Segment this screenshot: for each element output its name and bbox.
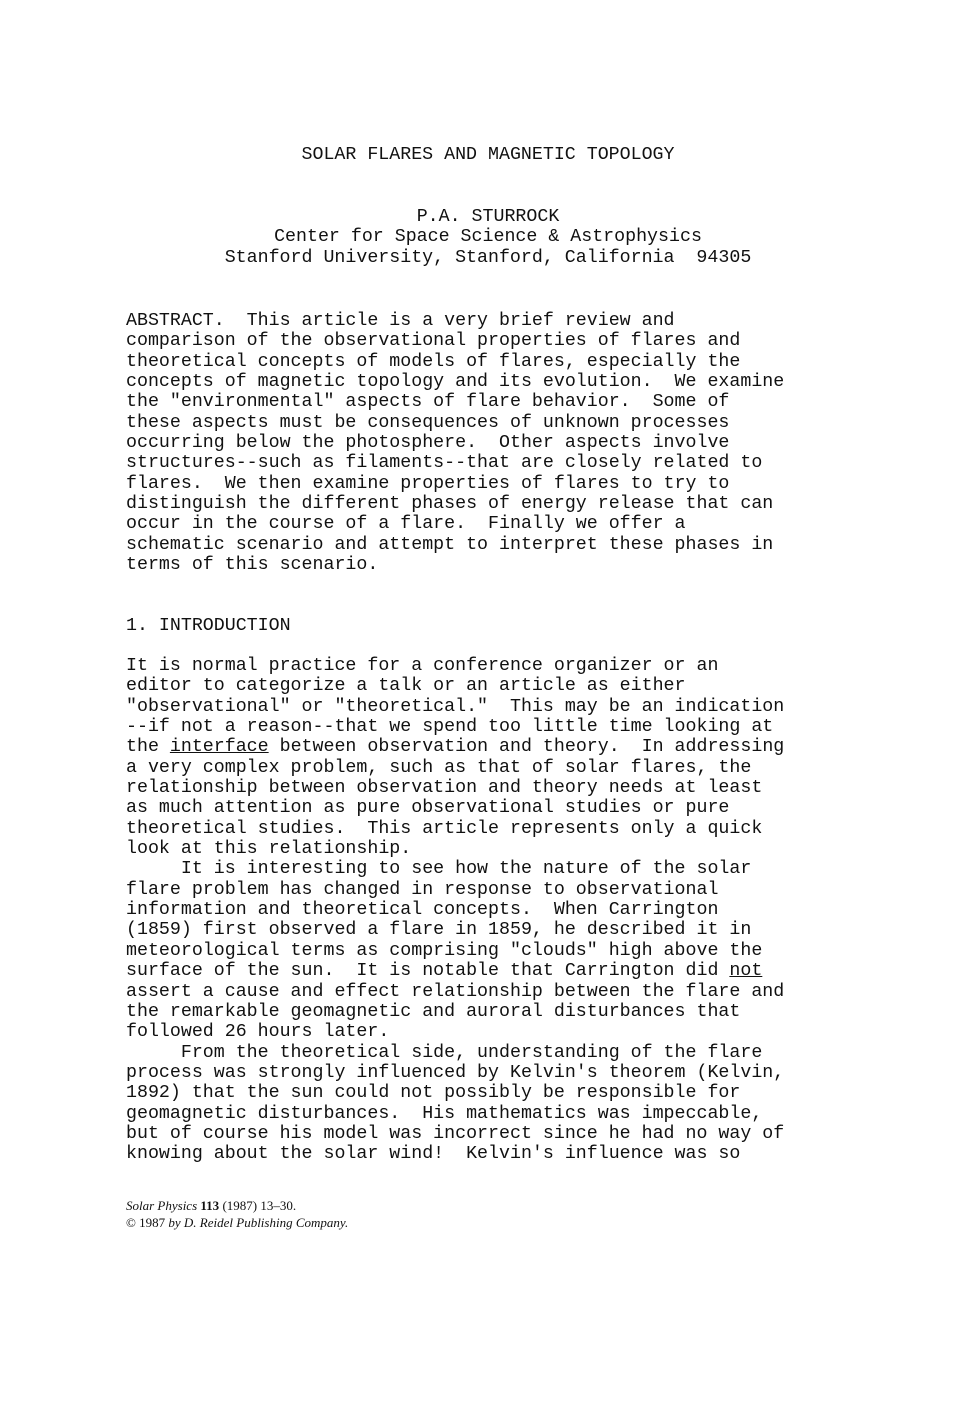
text-line: knowing about the solar wind! Kelvin's influence was so bbox=[126, 1144, 741, 1165]
text-line: the remarkable geomagnetic and auroral disturbances that bbox=[126, 1001, 741, 1022]
footer-citation bbox=[126, 1197, 348, 1231]
text-line: look at this relationship. bbox=[126, 839, 412, 860]
author-name: P.A. STURROCK bbox=[416, 207, 560, 227]
text-line: comparison of the observational properties of flares and bbox=[126, 331, 741, 352]
text-line: From the theoretical side, understanding of the flare bbox=[126, 1042, 763, 1063]
text-line: theoretical studies. This article represents only a quick bbox=[126, 818, 763, 839]
text-line bbox=[126, 961, 866, 981]
affiliation-line: Stanford University, Stanford, California 94305 bbox=[224, 247, 752, 268]
text-line: a very complex problem, such as that of solar flares, the bbox=[126, 757, 752, 778]
text-line: flares. We then examine properties of flares to try to bbox=[126, 473, 730, 494]
text-segment: between observation and theory. In addressing bbox=[268, 737, 785, 758]
text-line: 1892) that the sun could not possibly be responsible for bbox=[126, 1083, 741, 1104]
text-line: geomagnetic disturbances. His mathematics was impeccable, bbox=[126, 1103, 763, 1124]
underlined-word: not bbox=[729, 961, 763, 982]
text-line: occurring below the photosphere. Other aspects involve bbox=[126, 433, 730, 454]
text-line: distinguish the different phases of energy release that can bbox=[126, 494, 774, 515]
text-line: ABSTRACT. This article is a very brief review and bbox=[126, 311, 675, 331]
text-line: concepts of magnetic topology and its evolution. We examine bbox=[126, 372, 785, 393]
publisher-name: by D. Reidel Publishing Company. bbox=[168, 1215, 349, 1230]
text-line: (1859) first observed a flare in 1859, he described it in bbox=[126, 920, 752, 941]
text-line: but of course his model was incorrect since he had no way of bbox=[126, 1123, 785, 1144]
text-line: "observational" or "theoretical." This may be an indication bbox=[126, 696, 785, 717]
underlined-word: interface bbox=[169, 737, 269, 758]
text-line: information and theoretical concepts. When Carrington bbox=[126, 900, 719, 921]
text-line: occur in the course of a flare. Finally we offer a bbox=[126, 514, 686, 535]
text-line bbox=[126, 737, 866, 757]
author-block bbox=[0, 207, 976, 268]
text-segment: surface of the sun. It is notable that Carrington did bbox=[126, 961, 730, 982]
journal-year-pages: (1987) 13–30. bbox=[222, 1198, 297, 1213]
text-line: process was strongly influenced by Kelvin's theorem (Kelvin, bbox=[126, 1062, 785, 1083]
text-line: It is normal practice for a conference organizer or an bbox=[126, 656, 719, 676]
text-line: assert a cause and effect relationship between the flare and bbox=[126, 981, 785, 1002]
text-line: as much attention as pure observational studies or pure bbox=[126, 798, 730, 819]
copyright-line bbox=[126, 1214, 348, 1231]
text-line: followed 26 hours later. bbox=[126, 1022, 390, 1043]
text-line: schematic scenario and attempt to interpret these phases in bbox=[126, 534, 774, 555]
text-line: these aspects must be consequences of unknown processes bbox=[126, 412, 730, 433]
affiliation-line: Center for Space Science & Astrophysics bbox=[274, 227, 702, 248]
abstract bbox=[126, 311, 866, 575]
section-heading: 1. INTRODUCTION bbox=[126, 616, 291, 636]
paper-title: SOLAR FLARES AND MAGNETIC TOPOLOGY bbox=[301, 145, 675, 165]
text-line: the "environmental" aspects of flare behavior. Some of bbox=[126, 392, 730, 413]
text-line: relationship between observation and theory needs at least bbox=[126, 778, 763, 799]
text-line: meteorological terms as comprising "clouds" high above the bbox=[126, 940, 763, 961]
text-line: It is interesting to see how the nature of the solar bbox=[126, 859, 752, 880]
text-line: flare problem has changed in response to observational bbox=[126, 879, 719, 900]
text-segment: the bbox=[126, 737, 170, 758]
introduction-body bbox=[126, 656, 866, 1165]
text-line: --if not a reason--that we spend too little time looking at bbox=[126, 717, 774, 738]
text-line: structures--such as filaments--that are closely related to bbox=[126, 453, 763, 474]
text-line: theoretical concepts of models of flares, especially the bbox=[126, 351, 741, 372]
text-line: editor to categorize a talk or an article as either bbox=[126, 676, 686, 697]
copyright-year: © 1987 bbox=[126, 1215, 166, 1230]
text-line: terms of this scenario. bbox=[126, 555, 379, 576]
journal-name: Solar Physics bbox=[126, 1198, 198, 1213]
journal-volume: 113 bbox=[200, 1198, 220, 1213]
citation-line bbox=[126, 1197, 348, 1214]
